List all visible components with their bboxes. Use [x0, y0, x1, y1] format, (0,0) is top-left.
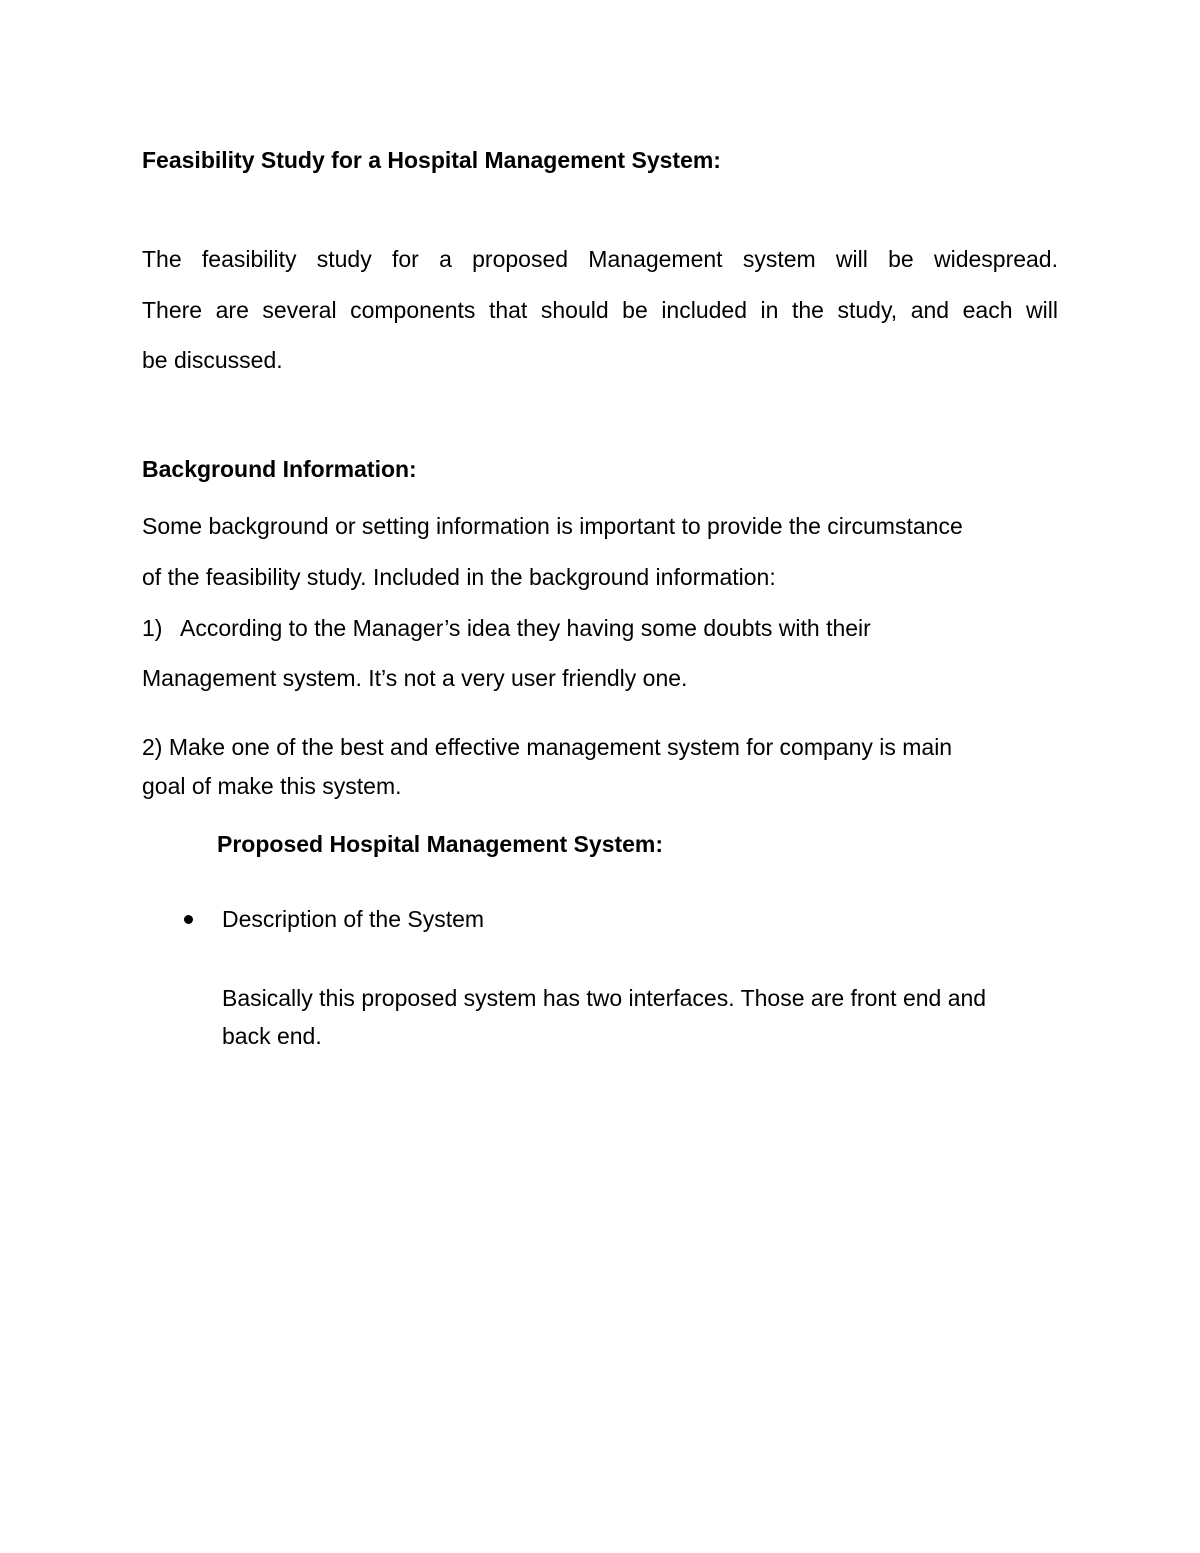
bullet-icon	[184, 915, 193, 924]
description-paragraph-line: back end.	[222, 1023, 322, 1049]
list-item-text: According to the Manager’s idea they having some doubts with their	[180, 615, 871, 641]
list-item-2-continuation: goal of make this system.	[142, 773, 402, 799]
list-item-2: 2) Make one of the best and effective management system for company is main	[142, 734, 953, 760]
bullet-item: Description of the System	[222, 906, 485, 932]
list-item-1	[142, 615, 871, 642]
proposed-system-heading: Proposed Hospital Management System:	[217, 831, 664, 857]
list-item-1-continuation: Management system. It’s not a very user friendly one.	[142, 665, 688, 691]
background-heading: Background Information:	[142, 456, 417, 482]
intro-paragraph-line: There are several components that should be included in the study, and each will	[142, 297, 1058, 323]
background-paragraph-line: Some background or setting information is important to provide the circumstance	[142, 513, 963, 539]
document-title: Feasibility Study for a Hospital Management System:	[142, 147, 721, 173]
intro-paragraph-line: The feasibility study for a proposed Management system will be widespread.	[142, 246, 1058, 272]
list-item-number: 1)	[142, 615, 163, 641]
background-paragraph-line: of the feasibility study. Included in the background information:	[142, 564, 776, 590]
description-paragraph-line: Basically this proposed system has two interfaces. Those are front end and	[222, 985, 987, 1011]
intro-paragraph-line: be discussed.	[142, 347, 283, 373]
